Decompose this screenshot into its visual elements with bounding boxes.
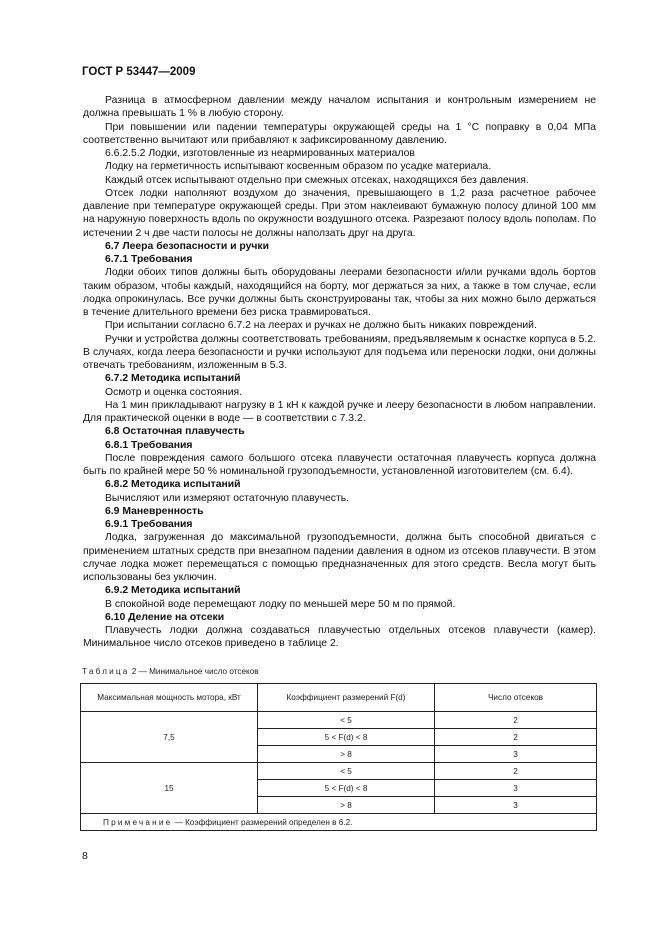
section-heading: 6.9.2 Методика испытаний (105, 585, 241, 597)
paragraph: 6.6.2.5.2 Лодки, изготовленные из неармированных материалов (105, 148, 415, 159)
paragraph: Ручки и устройства должны соответствовать требованиям, предъявляемым к оснастке корпуса в 5.2. В случаях, когда леера безопасности и ручки используют для подъема или переноски лодки, они должны отвечать требованиям, изложенным в 5.3. (83, 333, 596, 371)
paragraph: Лодка, загруженная до максимальной грузоподъемности, должна быть способной двигаться с применением штатных средств при внезапном падении давления в одном из отсеков плавучести. В этом случае лодка может перемещаться с помощью предназначенных для этого средств. Весла могут быть использованы без уключин. (83, 532, 596, 583)
count-cell: 3 (435, 746, 597, 763)
coefficient-cell: 5 < F(d) < 8 (258, 729, 435, 746)
coefficient-cell: < 5 (258, 763, 435, 780)
table-header-row (81, 684, 597, 712)
paragraph: Каждый отсек испытывают отдельно при смежных отсеках, находящихся без давления. (105, 174, 529, 186)
paragraph: После повреждения самого большого отсека плавучести остаточная плавучесть корпуса должна быть по крайней мере 50 % номинальной грузоподъемности, установленной изготовителем (см. 6.4). (83, 452, 596, 477)
standard-header: ГОСТ Р 53447—2009 (82, 66, 196, 78)
table-note-row (81, 814, 597, 831)
coefficient-cell: 5 < F(d) < 8 (258, 780, 435, 797)
header-coefficient: Коэффициент размерений F(d) (258, 684, 435, 712)
table-caption-title: 2 — Минимальное число отсеков (129, 667, 259, 676)
section-heading: 6.9.1 Требования (105, 519, 193, 530)
power-cell: 7,5 (81, 712, 258, 763)
page-number: 8 (82, 850, 88, 862)
paragraph: На 1 мин прикладывают нагрузку в 1 кН к каждой ручке и лееру безопасности в любом направлении. Для практической оценки в воде — в соответствии с 7.3.2. (83, 399, 596, 424)
note-prefix: Примечание (103, 817, 173, 827)
paragraph: Лодки обоих типов должны быть оборудованы леерами безопасности и/или ручками вдоль бортов таким образом, чтобы каждый, находящийся на борту, мог держаться за них, а также в том случае, если лодка опрокинулась. Все ручки должны быть сконструированы так, чтобы за них можно было держаться в течение длительного времени без риска травмироваться. (83, 267, 596, 318)
table-row (81, 763, 597, 780)
coefficient-cell: > 8 (258, 797, 435, 814)
count-cell: 3 (435, 797, 597, 814)
note-text: — Коэффициент размерений определен в 6.2. (172, 817, 353, 827)
section-heading: 6.8.1 Требования (105, 439, 193, 451)
section-heading: 6.8 Остаточная плавучесть (105, 426, 245, 438)
paragraph: Осмотр и оценка состояния. (105, 386, 243, 398)
table-note (81, 814, 597, 831)
count-cell: 3 (435, 780, 597, 797)
section-heading: 6.10 Деление на отсеки (105, 611, 225, 623)
paragraph: Лодку на герметичность испытывают косвенным образом по усадке материала. (105, 161, 492, 173)
section-heading: 6.7.1 Требования (105, 254, 193, 265)
document-body (83, 94, 596, 651)
section-heading: 6.7 Леера безопасности и ручки (105, 240, 269, 252)
power-cell: 15 (81, 763, 258, 814)
section-heading: 6.9 Маневренность (105, 505, 204, 517)
table-caption (82, 667, 259, 676)
compartments-table (80, 683, 597, 831)
count-cell: 2 (435, 712, 597, 729)
count-cell: 2 (435, 763, 597, 780)
coefficient-cell: < 5 (258, 712, 435, 729)
header-count: Число отсеков (435, 684, 597, 712)
paragraph: Вычисляют или измеряют остаточную плавучесть. (105, 492, 350, 504)
paragraph: Отсек лодки наполняют воздухом до значения, превышающего в 1,2 раза расчетное рабочее давление при температуре окружающей среды. При этом наклеивают бумажную полосу длиной 100 мм на наружную поверхность вдоль по окружности воздушного отсека. Разрезают полосу вдоль пополам. По истечении 2 ч две части полосы не должны наползать друг на друга. (83, 187, 596, 239)
paragraph: В спокойной воде перемещают лодку по меньшей мере 50 м по прямой. (105, 598, 456, 610)
table-row (81, 712, 597, 729)
paragraph: При испытании согласно 6.7.2 на леерах и ручках не должно быть никаких повреждений. (105, 320, 537, 332)
section-heading: 6.8.2 Методика испытаний (105, 479, 241, 491)
table-caption-prefix: Таблица (82, 667, 130, 676)
header-power: Максимальная мощность мотора, кВт (81, 684, 258, 712)
section-heading: 6.7.2 Методика испытаний (105, 373, 241, 385)
paragraph: Плавучесть лодки должна создаваться плавучестью отдельных отсеков плавучести (камер). Минимальное число отсеков приведено в таблице 2. (83, 625, 596, 650)
coefficient-cell: > 8 (258, 746, 435, 763)
count-cell: 2 (435, 729, 597, 746)
paragraph: Разница в атмосферном давлении между началом испытания и контрольным измерением не должна превышать 1 % в любую сторону. (83, 95, 596, 120)
paragraph: При повышении или падении температуры окружающей среды на 1 °С поправку в 0,04 МПа соответственно вычитают или прибавляют к зафиксированному давлению. (83, 121, 596, 146)
